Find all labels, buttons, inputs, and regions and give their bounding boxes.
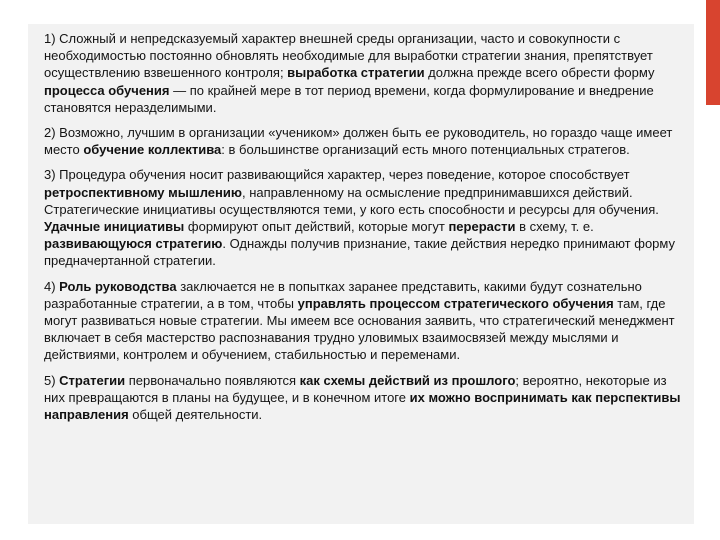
text-run: ; вероятно, некоторые из них превращаются в планы на будущее, и в конечном итоге xyxy=(44,372,667,405)
emphasis-text: развивающуюся стратегию xyxy=(44,236,223,252)
text-run: заключается не в попытках заранее представить, какими будут сознательно разработанные стратегии, а в том, чтобы xyxy=(44,278,642,311)
text-run: — по крайней мере в тот период времени, когда формулирование и внедрение становятся неразделимыми. xyxy=(44,82,654,115)
paragraph-4 xyxy=(44,278,684,364)
emphasis-text: управлять процессом стратегического обучения xyxy=(297,295,614,311)
emphasis-text: перерасти xyxy=(448,219,516,235)
emphasis-text: ретроспективному мышлению xyxy=(44,184,242,200)
emphasis-text: их можно воспринимать как перспективы направления xyxy=(44,389,681,423)
text-run: 3) Процедура обучения носит развивающийся характер, через поведение, которое способствует xyxy=(44,167,630,183)
text-run: там, где могут развиваться новые стратегии. Мы имеем все основания заявить, что стратегический менеджмент включает в себя мастерство распознавания трудно уловимых взаимосвязей между мыслями и действиями, контролем и обучением, стабильностью и переменами. xyxy=(44,295,675,363)
text-run: 4) xyxy=(44,278,60,294)
text-run: первоначально появляются xyxy=(125,372,300,388)
text-run: : в большинстве организаций есть много потенциальных стратегов. xyxy=(221,142,630,158)
emphasis-text: процесса обучения xyxy=(44,82,170,98)
paragraph-3 xyxy=(44,166,684,269)
text-run: формируют опыт действий, которые могут xyxy=(184,219,449,235)
text-run: общей деятельности. xyxy=(128,407,263,423)
text-run: 5) xyxy=(44,372,60,388)
accent-bar xyxy=(706,0,720,105)
text-run: . Однажды получив признание, такие действия нередко принимают форму предначертанной стратегии. xyxy=(44,236,675,269)
text-run: , направленному на осмысление предпринимавшихся действий. Стратегические инициативы осуществляются теми, у кого есть способности и ресурсы для обучения. xyxy=(44,184,659,217)
paragraph-1 xyxy=(44,30,684,116)
text-run: должна прежде всего обрести форму xyxy=(424,65,655,81)
emphasis-text: выработка стратегии xyxy=(287,65,425,81)
text-run: 1) Сложный и непредсказуемый характер внешней среды организации, часто и совокупности с необходимостью постоянно обновлять необходимые для выработки стратегии знания, препятствует осуществлению взвешенного контроля; xyxy=(44,31,653,81)
paragraph-2 xyxy=(44,124,684,158)
emphasis-text: Стратегии xyxy=(59,372,126,388)
emphasis-text: Удачные инициативы xyxy=(44,219,185,235)
text-box xyxy=(28,24,694,524)
paragraph-5 xyxy=(44,372,684,424)
text-run: 2) Возможно, лучшим в организации «учеником» должен быть ее руководитель, но гораздо чаще имеет место xyxy=(44,125,673,158)
emphasis-text: обучение коллектива xyxy=(83,142,222,158)
emphasis-text: Роль руководства xyxy=(59,278,177,294)
text-run: в схему, т. е. xyxy=(515,219,594,235)
emphasis-text: как схемы действий из прошлого xyxy=(299,372,516,388)
